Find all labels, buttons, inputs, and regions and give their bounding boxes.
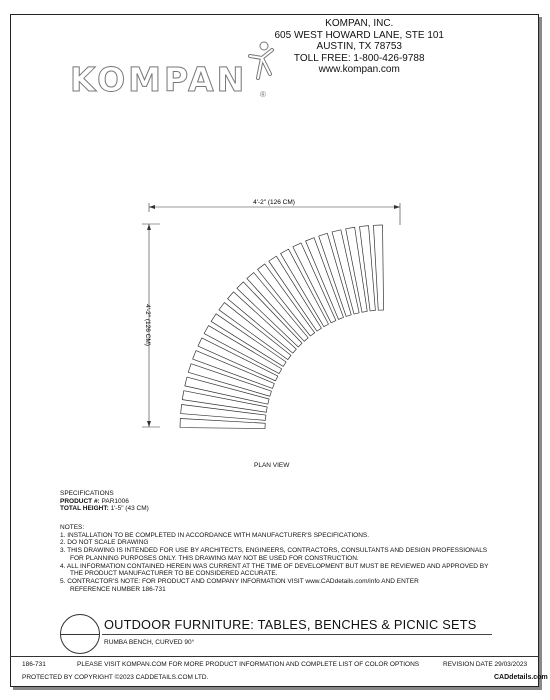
spec-product-value: PAR1006 bbox=[101, 497, 129, 505]
spec-product bbox=[60, 498, 149, 506]
logo-wordmark: KOMPAN bbox=[70, 60, 248, 99]
title-divider bbox=[102, 634, 492, 635]
plan-view-label: PLAN VIEW bbox=[254, 462, 290, 469]
company-website: www.kompan.com bbox=[318, 64, 400, 75]
registered-mark: ® bbox=[260, 90, 266, 99]
spec-height-label: TOTAL HEIGHT: bbox=[60, 505, 109, 513]
footer-reference: 186-731 bbox=[22, 661, 46, 668]
footer-brand: CADdetails.com bbox=[494, 674, 548, 681]
footer-revision-date: REVISION DATE 29/03/2023 bbox=[443, 661, 528, 668]
note-4-cont: THE PRODUCT MANUFACTURER TO BE CONSIDERED ACCURATE. bbox=[70, 570, 278, 578]
title-block-subtitle: RUMBA BENCH, CURVED 90° bbox=[104, 639, 195, 646]
title-block-circle bbox=[60, 614, 100, 654]
notes bbox=[60, 524, 500, 593]
spec-product-label: PRODUCT #: bbox=[60, 497, 100, 505]
curved-bench-slats bbox=[180, 225, 384, 429]
company-name: KOMPAN, INC. bbox=[325, 18, 394, 29]
spec-height-value: 1'-5" (43 CM) bbox=[110, 505, 149, 513]
note-5-cont: REFERENCE NUMBER 186-731 bbox=[70, 585, 166, 593]
note-1: 1. INSTALLATION TO BE COMPLETED IN ACCORDANCE WITH MANUFACTURER'S SPECIFICATIONS. bbox=[60, 531, 370, 539]
title-block-title: OUTDOOR FURNITURE: TABLES, BENCHES & PICNIC SETS bbox=[104, 617, 477, 632]
note-4: 4. ALL INFORMATION CONTAINED HEREIN WAS CURRENT AT THE TIME OF DEVELOPMENT BUT MUST BE REVIEWED AND APPROVED BY bbox=[60, 562, 489, 570]
bench-slat bbox=[180, 418, 265, 428]
company-address-2: AUSTIN, TX 78753 bbox=[316, 41, 402, 52]
specs-heading: SPECIFICATIONS bbox=[60, 490, 114, 497]
company-address-1: 605 WEST HOWARD LANE, STE 101 bbox=[274, 29, 444, 41]
bench-slat bbox=[373, 225, 383, 310]
note-2: 2. DO NOT SCALE DRAWING bbox=[60, 539, 149, 547]
width-dimension-label: 4'-2" (126 CM) bbox=[253, 199, 295, 206]
note-3: 3. THIS DRAWING IS INTENDED FOR USE BY ARCHITECTS, ENGINEERS, CONTRACTORS, CONSULTANTS AND DESIGN PROFESSIONALS bbox=[60, 547, 488, 555]
note-5: 5. CONTRACTOR'S NOTE: FOR PRODUCT AND COMPANY INFORMATION VISIT www.CADdetails.com/info AND ENTER bbox=[60, 577, 419, 585]
footer-visit-note: PLEASE VISIT KOMPAN.COM FOR MORE PRODUCT INFORMATION AND COMPLETE LIST OF COLOR OPTIONS bbox=[77, 661, 420, 668]
footer-copyright: PROTECTED BY COPYRIGHT ©2023 CADDETAILS.COM LTD. bbox=[22, 674, 209, 681]
spec-height bbox=[60, 505, 149, 513]
note-3-cont: FOR PLANNING PURPOSES ONLY. THIS DRAWING MAY NOT BE USED FOR CONSTRUCTION. bbox=[70, 554, 359, 562]
company-phone: TOLL FREE: 1-800-426-9788 bbox=[293, 52, 425, 64]
height-dimension-label: 4'-2" (126 CM) bbox=[144, 304, 151, 346]
specifications bbox=[60, 490, 149, 513]
notes-heading: NOTES: bbox=[60, 524, 85, 531]
footer-divider bbox=[10, 656, 538, 657]
